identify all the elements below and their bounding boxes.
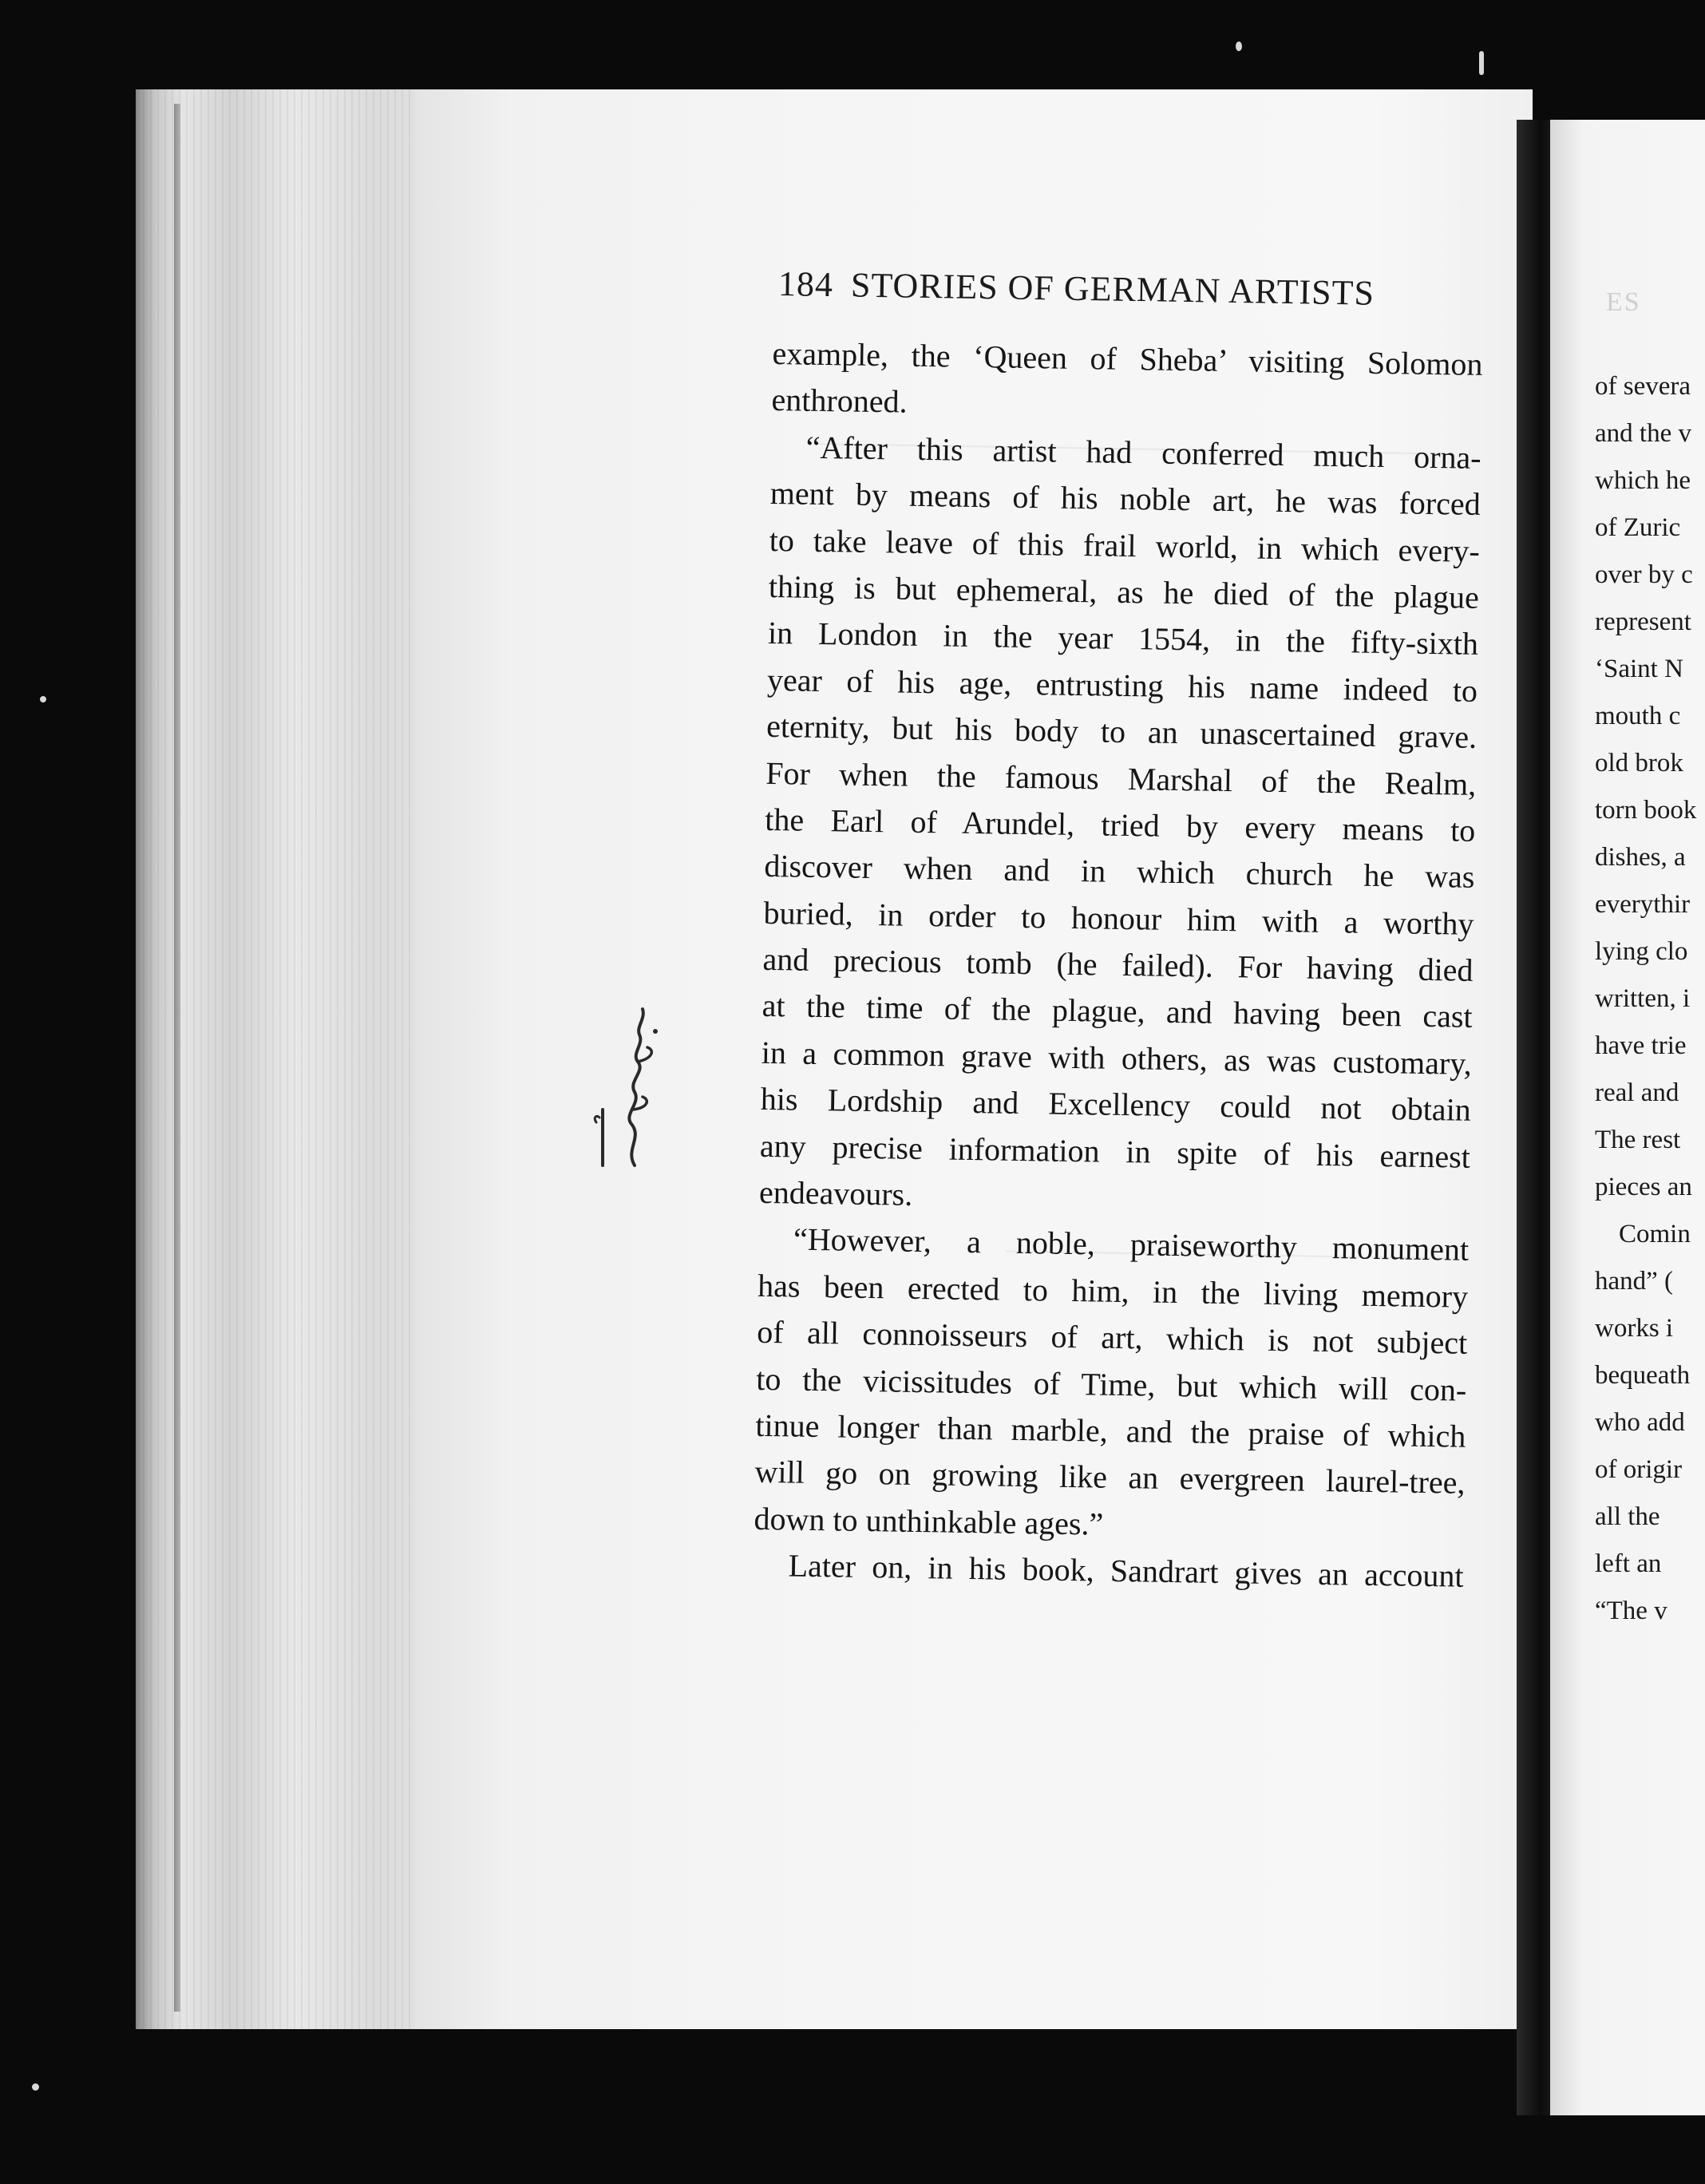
text-line: to take leave of this frail world, in which every- bbox=[769, 521, 1481, 569]
right-line: hand” ( bbox=[1595, 1267, 1674, 1296]
handwritten-margin-note bbox=[579, 998, 667, 1181]
right-line: over by c bbox=[1595, 560, 1693, 589]
text-line: example, the ‘Queen of Sheba’ visiting Solomon bbox=[772, 334, 1483, 382]
text-line: has been erected to him, in the living memory bbox=[757, 1267, 1469, 1315]
text-line: enthroned. bbox=[771, 382, 908, 421]
right-line: written, i bbox=[1595, 984, 1691, 1013]
film-speck bbox=[1236, 42, 1242, 51]
right-line: bequeath bbox=[1595, 1361, 1691, 1390]
right-line: represent bbox=[1595, 607, 1691, 636]
text-line: his Lordship and Excellency could not obtain bbox=[760, 1081, 1472, 1129]
right-page bbox=[1550, 120, 1705, 2115]
text-line: Later on, in his book, Sandrart gives an account bbox=[788, 1547, 1464, 1594]
right-line: dishes, a bbox=[1595, 843, 1686, 872]
right-line: “The v bbox=[1595, 1596, 1667, 1625]
text-line: and precious tomb (he failed). For having died bbox=[762, 940, 1474, 988]
text-line: year of his age, entrusting his name indeed to bbox=[766, 661, 1478, 709]
text-line: thing is but ephemeral, as he died of the plague bbox=[768, 568, 1480, 615]
text-line: any precise information in spite of his earnest bbox=[759, 1127, 1471, 1175]
right-line: of origir bbox=[1595, 1455, 1683, 1484]
right-line: all the bbox=[1595, 1502, 1660, 1531]
right-page-text bbox=[1595, 363, 1705, 1635]
right-line: left an bbox=[1595, 1549, 1662, 1578]
text-line: endeavours. bbox=[758, 1173, 913, 1213]
text-line: ment by means of his noble art, he was forced bbox=[769, 475, 1481, 523]
right-line: mouth c bbox=[1595, 702, 1681, 730]
page-body-text bbox=[753, 330, 1483, 1600]
text-line: tinue longer than marble, and the praise of which bbox=[755, 1407, 1466, 1454]
text-line: in a common grave with others, as was customary, bbox=[761, 1034, 1473, 1082]
right-line: old brok bbox=[1595, 749, 1683, 777]
text-line: eternity, but his body to an unascertained grave. bbox=[765, 708, 1478, 756]
text-line: in London in the year 1554, in the fifty-sixth bbox=[767, 615, 1479, 663]
right-line: pieces an bbox=[1595, 1173, 1692, 1201]
right-line: ‘Saint N bbox=[1595, 655, 1683, 683]
right-line: everythir bbox=[1595, 890, 1691, 919]
text-line: buried, in order to honour him with a worthy bbox=[763, 894, 1474, 942]
text-line: down to unthinkable ages.” bbox=[754, 1500, 1104, 1542]
text-line: at the time of the plague, and having been cast bbox=[762, 987, 1473, 1035]
text-line: the Earl of Arundel, tried by every means to bbox=[765, 801, 1476, 849]
right-line: lying clo bbox=[1595, 937, 1688, 966]
right-line: The rest bbox=[1595, 1126, 1681, 1154]
right-line: real and bbox=[1595, 1078, 1679, 1107]
film-speck bbox=[1479, 51, 1484, 75]
right-line: have trie bbox=[1595, 1031, 1687, 1060]
text-line: “After this artist had conferred much orna- bbox=[805, 429, 1481, 476]
right-line: of Zuric bbox=[1595, 513, 1681, 542]
right-line: works i bbox=[1595, 1314, 1674, 1343]
right-line: and the v bbox=[1595, 419, 1691, 448]
right-line: torn book bbox=[1595, 796, 1697, 825]
page-number: 184 bbox=[777, 264, 834, 305]
film-speck bbox=[40, 696, 46, 702]
page-block-shadow bbox=[174, 104, 180, 2012]
right-line: who add bbox=[1595, 1408, 1685, 1437]
right-line: of severa bbox=[1595, 372, 1691, 401]
right-line: which he bbox=[1595, 466, 1691, 495]
text-line: of all connoisseurs of art, which is not subject bbox=[756, 1314, 1468, 1362]
running-title: STORIES OF GERMAN ARTISTS bbox=[850, 265, 1375, 313]
text-line: to the vicissitudes of Time, but which will con- bbox=[756, 1360, 1467, 1408]
right-page-header-fragment: ES bbox=[1606, 287, 1641, 317]
text-line: For when the famous Marshal of the Realm, bbox=[765, 754, 1477, 802]
right-line: Comin bbox=[1619, 1220, 1691, 1248]
text-line: “However, a noble, praiseworthy monument bbox=[793, 1221, 1470, 1268]
text-line: discover when and in which church he was bbox=[764, 848, 1475, 896]
text-line: will go on growing like an evergreen laurel-tree, bbox=[754, 1454, 1466, 1502]
film-speck bbox=[32, 2083, 39, 2091]
